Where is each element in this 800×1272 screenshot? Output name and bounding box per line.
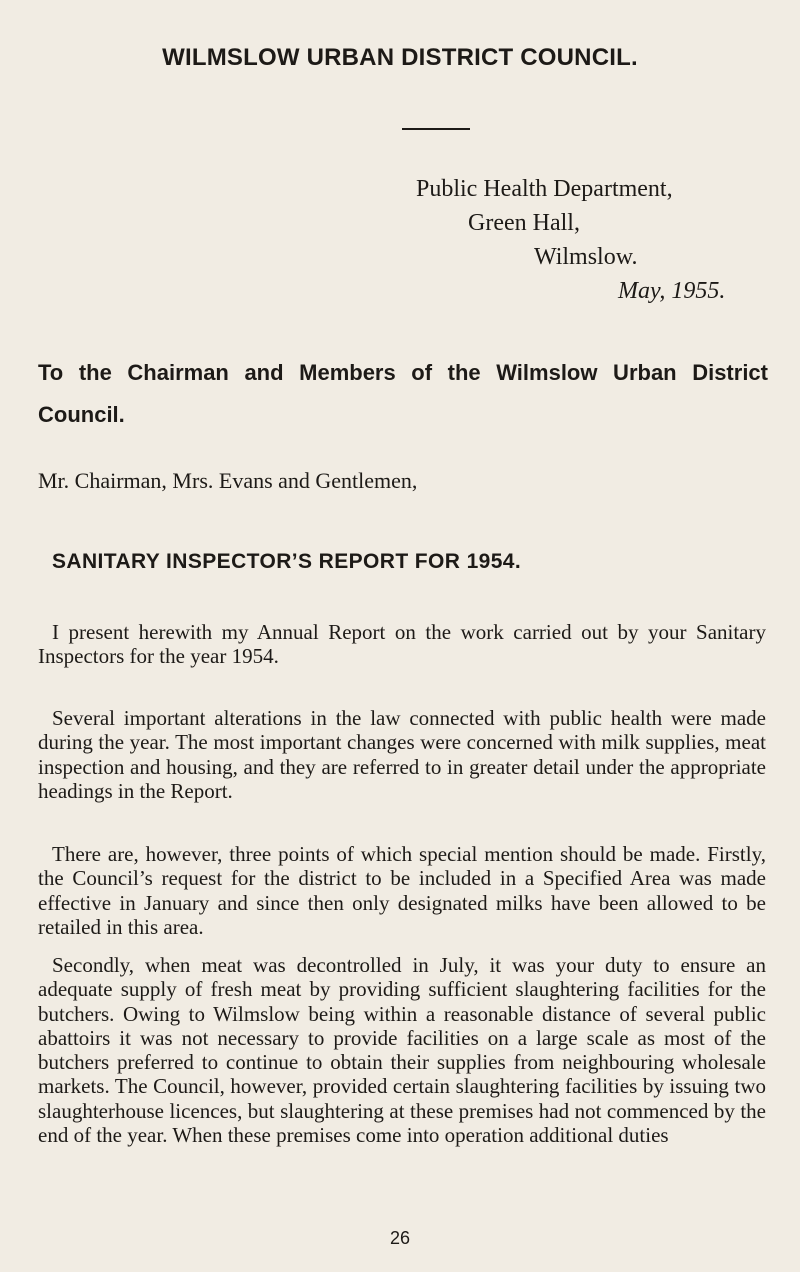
page-number: 26 — [389, 1228, 411, 1248]
paragraph-law-changes — [38, 706, 766, 803]
address-building: Green Hall, — [468, 210, 580, 236]
paragraph-text: I present herewith my Annual Report on the work carried out by your Sanitary Inspectors for the year 1954. — [38, 620, 766, 669]
title-divider — [402, 128, 470, 130]
address-department: Public Health Department, — [416, 176, 673, 202]
salutation: To the Chairman and Members of the Wilmslow Urban District Council. — [38, 360, 768, 427]
address-block — [0, 172, 800, 308]
paragraph-text: Secondly, when meat was decontrolled in July, it was your duty to ensure an adequate supply of fresh meat by providing sufficient slaughtering facilities for the butchers. Owing to Wilmslow being within a reasonable distance of several public abattoirs it was not necessary to provide facilities on a large scale as most of the butchers preferred to continue to obtain their supplies from neighbouring wholesale markets. The Council, however, provided certain slaughtering facilities by issuing two slaughterhouse licences, but slaughtering at these premises had not commenced by the end of the year. When these premises come into operation additional duties — [38, 953, 766, 1148]
paragraph-text: Several important alterations in the law connected with public health were made during the year. The most important changes were concerned with milk supplies, meat inspection and housing, and they are referred to in greater detail under the appropriate headings in the Report. — [38, 706, 766, 803]
greeting: Mr. Chairman, Mrs. Evans and Gentlemen, — [38, 468, 418, 493]
paragraph-specified-area — [38, 842, 766, 939]
address-town: Wilmslow. — [534, 244, 638, 270]
council-title: WILMSLOW URBAN DISTRICT COUNCIL. — [162, 44, 638, 71]
paragraph-intro — [38, 620, 766, 669]
report-title: SANITARY INSPECTOR’S REPORT FOR 1954. — [52, 550, 522, 573]
paragraph-text: There are, however, three points of which special mention should be made. Firstly, the Council’s request for the district to be included in a Specified Area was made effective in January and since then only designated milks have been allowed to be retailed in this area. — [38, 842, 766, 939]
address-date: May, 1955. — [618, 278, 726, 304]
paragraph-meat-decontrol — [38, 953, 766, 1147]
